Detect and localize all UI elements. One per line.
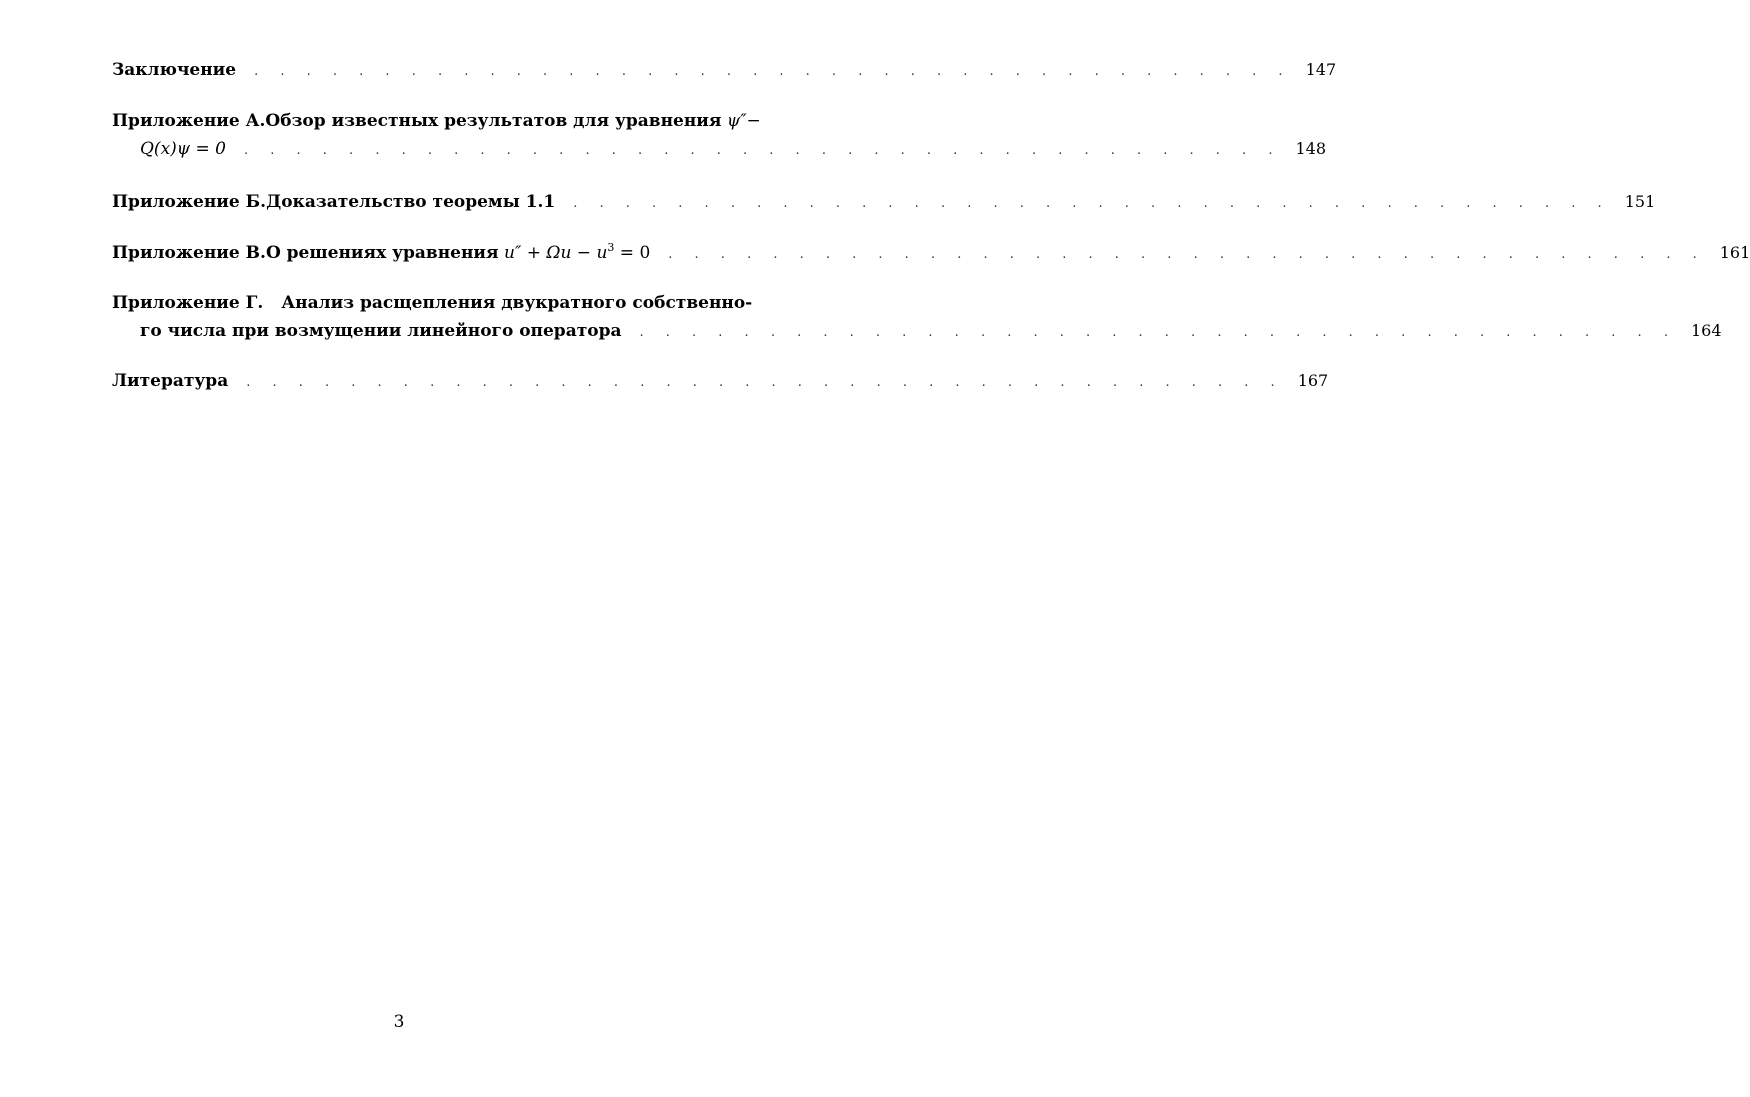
toc-formula — [504, 239, 650, 267]
toc-title: Обзор известных результатов для уравнения — [265, 111, 722, 131]
formula-exponent: 3 — [607, 241, 615, 254]
dot-leader: . . . . . . . . . . . . . . . . . . . . . . . . . . . . . . . . . . . . . . . . — [254, 64, 1292, 79]
dot-leader: . . . . . . . . . . . . . . . . . . . . . . . . . . . . . . . . . . . . . . . . — [639, 325, 1677, 340]
toc-page-number: 148 — [1295, 139, 1327, 158]
toc-page-number: 151 — [1624, 192, 1656, 211]
toc-page-number: 147 — [1305, 60, 1337, 79]
toc-page-number: 161 — [1719, 243, 1750, 262]
toc-page-number: 167 — [1297, 371, 1329, 390]
formula-main: u″ + Ωu − u — [504, 243, 608, 263]
toc-entry-literature[interactable] — [112, 367, 1329, 395]
toc-title: Доказательство теоремы 1.1 — [266, 192, 556, 212]
toc-formula: ψ″− — [726, 111, 761, 131]
toc-title-continued: го числа при возмущении линейного оператора — [140, 321, 622, 341]
toc-formula-continued: Q(x)ψ = 0 — [140, 139, 226, 159]
dot-leader: . . . . . . . . . . . . . . . . . . . . . . . . . . . . . . . . . . . . . . . . — [573, 196, 1611, 211]
toc-title: Литература — [112, 371, 229, 391]
formula-tail: = 0 — [614, 243, 651, 263]
dot-leader: . . . . . . . . . . . . . . . . . . . . . . . . . . . . . . . . . . . . . . . . — [246, 375, 1284, 390]
toc-label: Приложение В. — [112, 243, 266, 263]
toc-title: О решениях уравнения — [265, 243, 499, 263]
dot-leader: . . . . . . . . . . . . . . . . . . . . . . . . . . . . . . . . . . . . . . . . — [244, 143, 1282, 158]
table-of-contents — [112, 56, 1750, 395]
toc-label: Приложение А. — [112, 111, 266, 131]
toc-entry-appendix-b[interactable] — [112, 188, 1656, 216]
toc-label: Приложение Г. — [112, 293, 264, 313]
toc-page-number: 164 — [1690, 321, 1722, 340]
toc-entry-appendix-v[interactable] — [112, 239, 1750, 267]
toc-title: Анализ расщепления двукратного собственно- — [281, 293, 753, 313]
toc-entry-appendix-a[interactable] — [112, 107, 1327, 163]
toc-entry-conclusion[interactable] — [112, 56, 1337, 84]
toc-title: Заключение — [112, 60, 237, 80]
page-number: 3 — [393, 1012, 405, 1032]
toc-label: Приложение Б. — [112, 192, 267, 212]
dot-leader: . . . . . . . . . . . . . . . . . . . . . . . . . . . . . . . . . . . . . . . . — [668, 247, 1706, 262]
toc-entry-appendix-g[interactable] — [112, 289, 1722, 345]
